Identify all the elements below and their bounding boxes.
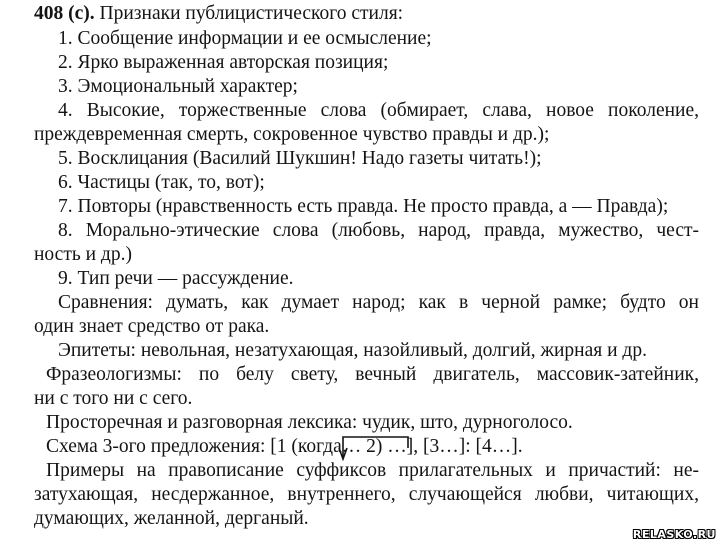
- paragraph-phraseologisms-continuation: ни с того ни с сего.: [34, 388, 193, 409]
- list-item: 1. Сообщение информации и ее осмысление;: [58, 28, 432, 49]
- exercise-heading: [34, 3, 403, 25]
- paragraph-suffix-examples-end: думающих, желанной, дерганый.: [34, 508, 309, 529]
- list-item: 3. Эмоциональный характер;: [58, 76, 298, 97]
- paragraph-comparisons-continuation: один знает средство от рака.: [34, 316, 270, 337]
- paragraph-colloquial: Просторечная и разговорная лексика: чудик, што, дурноголосо.: [46, 412, 573, 433]
- paragraph-comparisons: Сравнения: думать, как думает народ; как в черной рамке; будто он: [58, 292, 699, 313]
- list-item: 9. Тип речи — рассуждение.: [58, 268, 294, 289]
- list-item-continuation: ность и др.): [34, 244, 132, 265]
- list-item-continuation: преждевременная смерть, сокровенное чувство правды и др.);: [34, 124, 550, 145]
- exercise-title: Признаки публицистического стиля:: [94, 3, 404, 24]
- paragraph-suffix-examples: Примеры на правописание суффиксов прилагательных и причастий: не-: [46, 460, 699, 481]
- list-item: 6. Частицы (так, то, вот);: [58, 172, 265, 193]
- list-item: 8. Морально-этические слова (любовь, народ, правда, мужество, чест-: [58, 220, 699, 241]
- paragraph-epithets: Эпитеты: невольная, незатухающая, назойливый, долгий, жирная и др.: [58, 340, 647, 361]
- paragraph-phraseologisms: Фразеологизмы: по белу свету, вечный двигатель, массовик-затейник,: [46, 364, 699, 385]
- exercise-number: 408 (с).: [34, 3, 95, 24]
- paragraph-suffix-examples-continuation: затухающая, несдержанное, внутреннего, случающейся любви, читающих,: [34, 484, 699, 505]
- scheme-bracket-arrow: [339, 434, 411, 462]
- list-item: 7. Повторы (нравственность есть правда. Не просто правда, а — Правда);: [58, 196, 669, 217]
- list-item: 2. Ярко выраженная авторская позиция;: [58, 52, 389, 73]
- site-watermark: RELASKO.RU: [632, 528, 716, 541]
- paragraph-sentence-scheme: Схема 3-ого предложения: [1 (когда… 2) …], [3…]: [4…].: [46, 436, 523, 457]
- list-item: 4. Высокие, торжественные слова (обмирает, слава, новое поколение,: [58, 100, 699, 121]
- list-item: 5. Восклицания (Василий Шукшин! Надо газеты читать!);: [58, 148, 542, 169]
